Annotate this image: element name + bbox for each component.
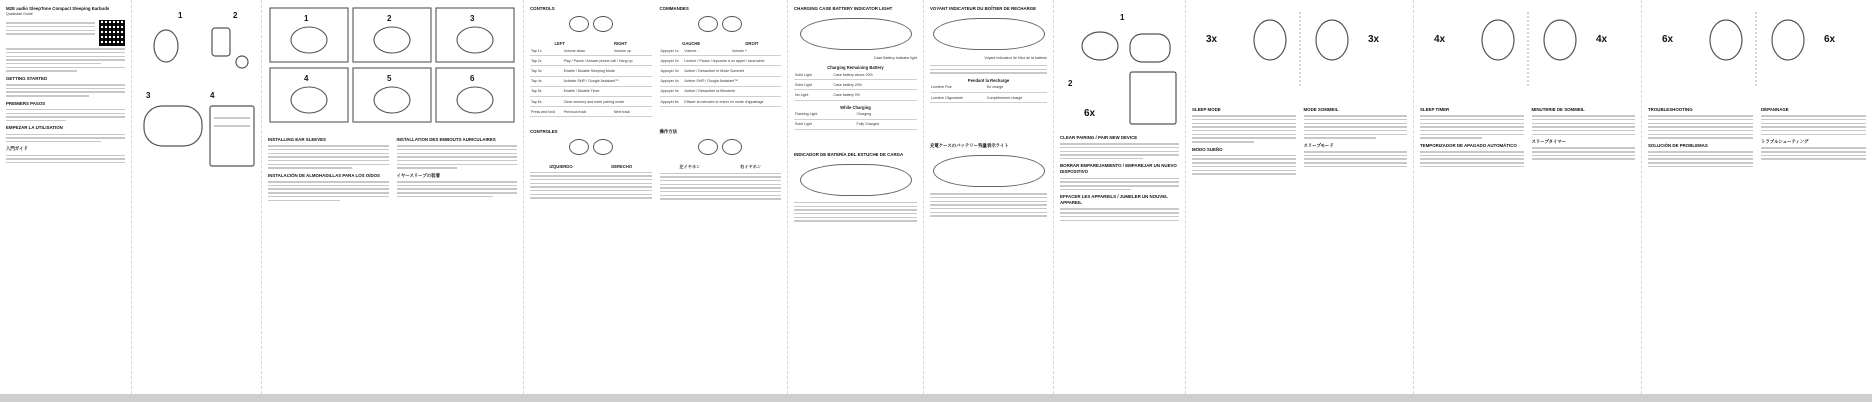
qr-code-icon	[99, 20, 125, 46]
heading-mode-sommeil: MODE SOMMEIL	[1303, 107, 1339, 112]
panel-intro	[0, 0, 132, 394]
sleep-timer-illustration	[1420, 6, 1636, 98]
sleep-mode-illustration	[1192, 6, 1408, 98]
step-number: 1	[178, 11, 183, 20]
column-left-ja: 左イヤホン	[679, 164, 701, 170]
heading-sleep-timer-ja: スリープタイマー	[1531, 139, 1567, 145]
charging-case-icon	[800, 18, 912, 50]
pairing-illustration	[1060, 6, 1180, 126]
controls-table-en	[530, 46, 652, 117]
charging-case-icon	[800, 164, 912, 196]
table-row: Appuyer 2x Lecture / Pause / répondre à un appel / raccrocher	[660, 56, 782, 66]
table-row: Tap 1x Volume down Volume up	[530, 46, 652, 56]
callout-voyant: Voyant indicateur de l'étui de la batterie	[984, 56, 1047, 60]
panel-ear-sleeves	[262, 0, 524, 394]
panel-controls	[524, 0, 788, 394]
heading-voyant-indicateur: VOYANT INDICATEUR DU BOÎTIER DE RECHARGE	[930, 6, 1037, 11]
heading-indicador-bateria: INDICADOR DE BATERÍA DEL ESTUCHE DE CARGA	[794, 151, 904, 157]
battery-table	[794, 70, 917, 101]
heading-troubleshooting: TROUBLESHOOTING	[1648, 107, 1693, 112]
table-title: Charging Remaining Battery	[827, 65, 884, 70]
tap-count-badge: 3x	[1368, 34, 1380, 45]
table-row: Solid Light Case battery 20%	[794, 80, 917, 90]
charging-table	[794, 110, 917, 130]
controls-table-fr	[660, 46, 782, 107]
guide-subtitle: Quickstart Guide	[6, 12, 33, 16]
heading-installing-sleeves: INSTALLING EAR SLEEVES	[268, 137, 326, 142]
table-row: Tap 2x Play / Pause / Answer phone call / Hang up	[530, 56, 652, 66]
table-row: No Light Case battery 0%	[794, 90, 917, 100]
heading-empezar: EMPEZAR LA UTILISATION	[6, 125, 63, 131]
reset-illustration	[1648, 6, 1866, 98]
heading-sousa-houhou: 操作方法	[659, 129, 678, 135]
step-number: 3	[470, 14, 475, 23]
heading-sleep-timer: SLEEP TIMER	[1420, 107, 1450, 112]
column-right-ja: 右イヤホン	[740, 164, 762, 170]
table-row: Flashing Light Charging	[794, 110, 917, 120]
panel-setup-illustrations	[132, 0, 262, 394]
step-number: 5	[387, 74, 392, 83]
column-izquierdo: IZQUIERDO	[549, 164, 573, 170]
panel-sleep-mode	[1186, 0, 1414, 394]
table-row: Press and hold Previous track Next track	[530, 107, 652, 117]
heading-installation-embouts: INSTALLATION DES EMBOUTS AURICULAIRES	[396, 137, 496, 142]
heading-borrar-emparejamiento: BORRAR EMPAREJAMIENTO / EMPAREJAR UN NUEVO DISPOSITIVO	[1060, 163, 1177, 175]
column-gauche: GAUCHE	[682, 41, 701, 46]
table-row: Tap 4x Activate Siri® / Google Assistant™	[530, 76, 652, 86]
heading-instalacion-almohadillas: INSTALACIÓN DE ALMOHADILLAS PARA LOS OÍDOS	[268, 172, 380, 178]
right-earbud-icon	[593, 16, 613, 32]
heading-controls: CONTROLS	[530, 6, 555, 11]
heading-sleep-mode-ja: スリープモード	[1303, 142, 1334, 148]
guide-title: M2E audio SleepTone Compact Sleeping Earbuds	[6, 6, 110, 11]
heading-commandes: COMMANDES	[659, 6, 689, 11]
table-row: Appuyer 1x Volume - Volume +	[660, 46, 782, 56]
heading-minuterie: MINUTERIE DE SOMMEIL	[1531, 107, 1585, 112]
table-row: Lumière Fixe En charge	[930, 83, 1047, 93]
heading-solucion: SOLUCIÓN DE PROBLEMAS	[1648, 142, 1708, 148]
ear-sleeve-steps	[268, 6, 518, 128]
tap-count-badge: 6x	[1662, 34, 1674, 45]
heading-depannage: DÉPANNAGE	[1761, 107, 1789, 112]
right-earbud-icon	[722, 139, 742, 155]
table-row: Appuyer 6x Effacer la mémoire et entrer en mode d'appairage	[660, 96, 782, 106]
charging-table-fr	[930, 83, 1047, 103]
step-number: 1	[1120, 13, 1125, 22]
heading-modo-sueno: MODO SUEÑO	[1192, 146, 1223, 152]
table-title: While Charging	[840, 104, 871, 110]
tap-count-badge: 3x	[1206, 34, 1218, 45]
table-row: Tap 6x Clear memory and enter pairing mode	[530, 96, 652, 106]
table-row: Tap 5x Enable / Disable Timer	[530, 86, 652, 96]
table-row: Appuyer 4x Activer Siri® / Google Assistant™	[660, 76, 782, 86]
table-row: Solid Light Case battery above 20%	[794, 70, 917, 80]
column-droit: DROIT	[745, 41, 759, 46]
table-row: Lumière Clignotante Complètement chargé	[930, 92, 1047, 102]
step-number: 1	[304, 14, 309, 23]
tap-count-badge: 4x	[1434, 34, 1446, 45]
callout-indicator: Case Battery Indicator light	[873, 56, 917, 60]
step-number: 2	[1068, 79, 1073, 88]
right-earbud-icon	[593, 139, 613, 155]
panel-charging-case-fr	[924, 0, 1054, 394]
heading-nyumon: 入門ガイド	[6, 146, 28, 152]
left-earbud-icon	[569, 139, 589, 155]
tap-count-badge: 6x	[1084, 108, 1096, 119]
heading-premiers-pasos: PREMIERS PASOS	[6, 100, 46, 106]
column-derecho: DERECHO	[611, 164, 633, 170]
tap-count-badge: 4x	[1596, 34, 1608, 45]
panel-charging-case-en	[788, 0, 924, 394]
column-left: LEFT	[554, 41, 565, 46]
left-earbud-icon	[698, 16, 718, 32]
heading-charging-case: CHARGING CASE BATTERY INDICATOR LIGHT	[794, 6, 893, 11]
step-number: 3	[146, 91, 151, 100]
heading-clear-pairing: CLEAR PAIRING / PAIR NEW DEVICE	[1060, 135, 1138, 140]
setup-illustration	[138, 6, 256, 186]
left-earbud-icon	[569, 16, 589, 32]
step-number: 2	[233, 11, 238, 20]
table-row: Appuyer 5x Activer / Désactiver la Minuterie	[660, 86, 782, 96]
step-number: 4	[304, 74, 309, 83]
heading-temporizador: TEMPORIZADOR DE APAGADO AUTOMÁTICO	[1420, 142, 1517, 148]
panel-clear-pairing	[1054, 0, 1186, 394]
heading-japanese-case: 充電ケースのバッテリー残量表示ライト	[930, 143, 1009, 149]
table-row: Appuyer 3x Activer / Désactiver le Mode Sommeil	[660, 66, 782, 76]
heading-effacer-appareils: EFFACER LES APPAREILS / JUMELER UN NOUVEL APPAREIL	[1060, 194, 1168, 206]
heading-controles: CONTROLES	[530, 129, 558, 135]
heading-troubleshooting-ja: トラブルシューティング	[1761, 139, 1809, 145]
step-number: 2	[387, 14, 392, 23]
heading-sleep-mode: SLEEP MODE	[1192, 107, 1221, 112]
charging-case-icon	[933, 18, 1045, 50]
panel-troubleshooting	[1642, 0, 1872, 394]
step-number: 4	[210, 91, 215, 100]
column-right: RIGHT	[613, 41, 627, 46]
tap-count-badge: 6x	[1824, 34, 1836, 45]
left-earbud-icon	[698, 139, 718, 155]
heading-japanese-sleeves: イヤースリーブの装着	[396, 172, 440, 178]
charging-case-icon	[933, 155, 1045, 187]
heading-getting-started: GETTING STARTED	[6, 75, 48, 81]
table-row: Solid Light Fully Charged	[794, 119, 917, 129]
bottom-strip	[0, 394, 1872, 402]
table-title: Pendant la Recharge	[967, 77, 1010, 83]
panel-sleep-timer	[1414, 0, 1642, 394]
table-row: Tap 3x Enable / Disable Sleeping Mode	[530, 66, 652, 76]
right-earbud-icon	[722, 16, 742, 32]
step-number: 6	[470, 74, 475, 83]
